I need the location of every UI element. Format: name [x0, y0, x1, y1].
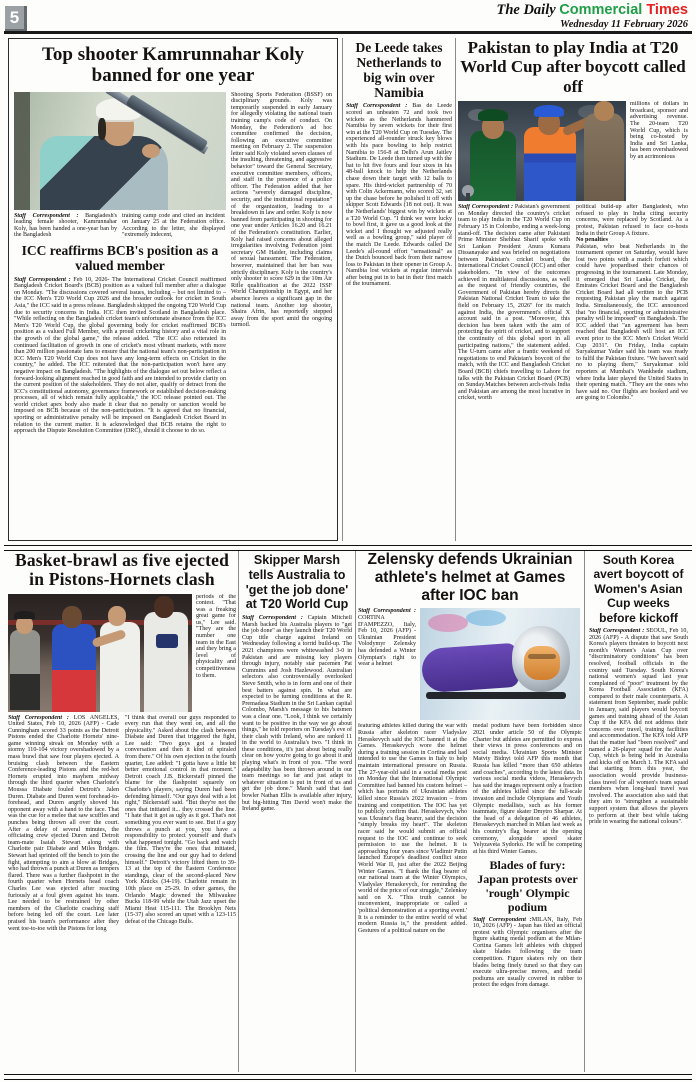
- shooter-hand: [142, 144, 160, 158]
- korea-headline: South Korea avert boycott of Women's Asian Cup weeks before kickoff: [593, 553, 684, 625]
- korea-byline: Staff Correspondent :: [589, 627, 645, 634]
- referee-face: [594, 101, 614, 121]
- shooter-photo: [14, 92, 226, 210]
- blades-body-text: MILAN, Italy, Feb 10, 2026 (AFP) - Japan has filed an official protest with Olympic organisers after the figure skating medal podium at the Milan-Cortina Games left athletes with chipped skate blades following the team competition. Figure skaters rely on their blades being finely tuned so that they can execute ultra-precise moves, and medal podiums are usually covered in rubber to protect the edges from damage.: [473, 916, 582, 989]
- cricket-toss-photo: [458, 101, 626, 201]
- korea-body: [589, 628, 688, 1078]
- deleede-byline: Staff Correspondent :: [346, 103, 408, 110]
- page-bottom-rule: [4, 1074, 692, 1080]
- page-number: 5: [5, 6, 27, 32]
- blades-byline: Staff Correspondent :: [473, 916, 532, 923]
- article-nba: [8, 551, 236, 1072]
- masthead-title: [496, 3, 688, 18]
- masthead-times: Times: [642, 2, 688, 18]
- deleede-headline: De Leede takes Netherlands to big win over Namibia: [355, 40, 443, 101]
- nba-col1-text: LOS ANGELES, United States, Feb 10, 2026 (AFP) - Cade Cunningham scored 33 points as the Detroit Pistons ended the Charlotte Hornets' nine-game winning streak on Monday with a stormy 110-104 victory overshadowed by a mass brawl that saw four players ejected. A bruising clash between the Eastern Conference-leading Pistons and the red-hot Hornets erupted into mayhem midway through the third quarter when Charlotte's Moussa Diabate fouled Detroit's Jalen Duren. Diabate and Duren went forehead-to-forehead, and Duren angrily shoved his opponent away with a hand to the face. That was the cue for a melee that saw scuffles and punches being thrown all over the court. After a delay of several minutes, the officiating crew ejected Duren and Detroit team-mate Isaiah Stewart along with Charlotte pair Diabate and Miles Bridges. Stewart had sprinted off the bench to join the fight, attempting to aim a blow at Bridges, who had thrown a punch at Duren as tempers flared. There was a further flashpoint in the fourth quarter when Hornets head coach Charles Lee was ejected after reacting furiously at a foul given against his team. Lee needed to be restrained by other members of the Charlotte coaching staff before being led off the court. Lee later praised his team's performance after they went toe-to-toe with the Pistons for long: [8, 714, 119, 932]
- pakistan-headline: Pakistan to play India at T20 World Cup after boycott called off: [460, 38, 686, 96]
- article-deleede: [342, 38, 456, 541]
- skeleton-helmet-photo: [420, 608, 580, 720]
- deleede-body-text: Bas de Leede scored an unbeaten 72 and took two wickets as the Netherlands hammered Namibia by seven wickets for their first win at the T20 World Cup on Tuesday. The experienced all-rounder struck key blows with his pace bowling to help restrict Namibia to 156-8 at Delhi's Arun Jaitley Stadium. De Leede then turned up with the bat to hit five fours and four sixes in his 48-ball knock to help the Netherlands chase down their target with 12 balls to spare. His third-wicket partnership of 70 with Colin Ackermann, who scored 32, set up the chase before he polished it off with skipper Scott Edwards (18 not out). It was the Netherlands' biggest win by wickets at a T20 World Cup. "I think we were lucky to bowl first, it gave us a good look at the wicket and I thought we adjusted really well as a bowling group," said player of the match De Leede. Edwards called De Leede's all-round effort "sensational" as the Dutch bounced back from their narrow loss to Pakistan in their opener in Group A. Namibia lost wickets at regular intervals after being put in to bat in their first match of the tournament.: [346, 103, 452, 288]
- pakistan-col1: [458, 204, 570, 562]
- icc-body-text: Feb 10, 2026- The International Cricket Council reaffirmed Bangladesh Cricket Board's (BCB) position as a valued full member after a dialogue on Monday. "The discussions covered several issues, including – but not limited to – the ICC Men's T20 World Cup 2026 and the broader outlook for cricket in South Asia," the ICC said in a press release. Bangladesh skipped the ongoing T20 World Cup due to security concerns in India. ICC then invited Scotland in Bangladesh place. "While reflecting on the Bangladesh cricket team's unfortunate absence from the ICC Men's T20 World Cup, the global governing body for cricket reaffirmed BCB's position as a valued Full Member, with a proud cricketing history and a vital role in the growth of the global game," the release added. "The ICC also reiterated its continued facilitation of growth in one of cricket's most vibrant markets, with more than 200 million passionate fans to ensure that the national team's non-participation in ICC Men's T20 World Cup does not have any long-term effects on Cricket in the country," he added. The ICC reiterated that the non-participation won't have any negative impact on Bangladesh. "The highlights of the dialogue set out below reflect a forward-looking alignment reached in good faith and are intended to provide clarity on the current position of the stakeholders. They do not alter, qualify or detract from the ICC's constitutional autonomy, governance framework or established decision-making processes, all of which remain fully applicable," the ICC release pointed out. The world cricket apex body also made it clear that no penalty or sanction would be imposed on BCB because of the non-participation. "It is agreed that no financial, sporting or administrative penalty will be imposed on Bangladesh Cricket Board in relation to the current matter. It is acknowledged that BCB retains the right to approach the Dispute Resolution Committee (DRC), should it choose to do so.: [14, 276, 226, 435]
- marsh-headline: Skipper Marsh tells Australia to 'get the job done' at T20 World Cup: [245, 553, 349, 612]
- top-section: [8, 38, 688, 543]
- blades-headline: Blades of fury: Japan protests over 'rough' Olympic podium: [477, 858, 578, 914]
- article-koly: [8, 38, 338, 541]
- pistons-player-face: [62, 606, 82, 628]
- page-header: [0, 0, 696, 34]
- cortina-branding-pink: [428, 614, 468, 632]
- pakistan-cap: [478, 109, 508, 121]
- icc-byline: Staff Correspondent :: [14, 276, 71, 283]
- pakistan-col2-text-b: Pakistan, who beat Netherlands in the tournament opener on Saturday, would have lost two points with a match forfeit which could have jeopardised their chances of progressing in the tournament. Late Monday, it emerged that Sri Lanka Cricket, the Emirates Cricket Board and the Bangladesh Cricket Board had all written to the PCB requesting Pakistan play the match against India. Simultaneously, the ICC announced that "no financial, sporting or administrative penalty will be imposed" on Bangladesh. The ICC added that "an agreement has been reached that Bangladesh will host an ICC event prior to the ICC Men's Cricket World Cup 2031". On Friday, India captain Suryakumar Yadav said his team was ready to fulfil the Pakistan fixture. "We haven't said no to playing them," Suryakumar told reporters at Mumbai's Wankhede stadium, where India later played the United States in their opening match. "They are the ones who have said no. Our flights are booked and we are going to Colombo.": [576, 243, 688, 402]
- wolves-player-1-face: [108, 606, 126, 626]
- zelensky-col2: [473, 723, 582, 1082]
- koly-lead-right: training camp code and cited an incident on January 25 at the Federation office. According to the letter, she displayed "extremely indecent,: [122, 212, 225, 239]
- nba-headline: Basket-brawl as five ejected in Pistons-Hornets clash: [14, 550, 230, 590]
- icc-body: [14, 277, 226, 529]
- pakistan-col1-text: Pakistan's government on Monday directed the country's cricket team to play India in the T20 World Cup on February 15 in Colombo, ending a week-long stand-off. The decision came after Pakistani Prime Minister Shehbaz Sharif spoke with Sri Lankan President Anura Kumara Dissanayake and was briefed on negotiations between Pakistan's cricket board, the International Cricket Council (ICC) and other stakeholders. "In view of the outcomes achieved in multilateral discussions, as well as the request of friendly countries, the Government of Pakistan hereby directs the Pakistan National Cricket Team to take the field on February 15, 2026" for its match against India, the government's official X account said in a post. "Moreover, this decision has been taken with the aim of protecting the spirit of cricket, and to support the continuity of this global sport in all participating nations," the statement added. The U-turn came after a frantic weekend of negotiations to end Pakistan's boycott of the match, with the ICC and Bangladesh Cricket Board (BCB) chiefs travelling to Lahore for talks with the Pakistan Cricket Board (PCB) on Sunday.Matches between arch-rivals India and Pakistan are among the most lucrative in cricket, worth: [458, 204, 570, 402]
- article-korea: [584, 551, 688, 1072]
- match-referee: [584, 113, 624, 201]
- zelensky-side-column: [358, 608, 416, 720]
- pakistan-narrow-column: millions of dollars in broadcast, sponsor and advertising revenue. The 20-team T20 World Cup, which is being co-hosted by India and Sri Lanka, has been overshadowed by an acrimonious: [630, 101, 688, 160]
- masthead-commercial: Commercial: [559, 2, 643, 18]
- nba-byline: Staff Correspondent :: [8, 714, 69, 721]
- masthead-the-daily: The Daily: [496, 2, 560, 18]
- zelensky-headline: Zelensky defends Ukrainian athlete's helmet at Games after IOC ban: [367, 551, 573, 604]
- referee-cap: [14, 611, 35, 619]
- bottom-section: [8, 551, 688, 1072]
- pistons-player: [52, 624, 96, 712]
- microphone-stick: [466, 193, 470, 201]
- referee-figure: [10, 630, 40, 710]
- wolves-player-2-face: [154, 596, 174, 618]
- visor-reflection: [528, 654, 556, 659]
- nba-col2: "I think that overall our guys responded to every run that they went on, and all the physicality." Asked about the clash between Diabate and Duren that triggered the fight, Lee said: "Two guys got a heated conversation and then it kind of spiraled from there." Of his own ejection in the fourth quarter, Lee added: "I gotta have a little bit better emotional control in that moment." Detroit coach J.B. Bickerstaff pinned the blame for the flashpoint squarely on Charlotte's players, saying Duren had been defending himself. "Our guys deal with a lot right," Bickerstaff said. "But they're not the ones that initiated it... they crossed the line. "I hate that it got as ugly as it got. That's not something you ever want to see. But if a guy throws a punch at you, you have a responsibility to protect yourself and that's what happened tonight. "Go back and watch the film. They're the ones that initiated, crossing the line and our guy had to defend himself." Detroit's victory lifted them to 39-13 at the top of the Eastern Conference standings, clear of the second-placed New York Knicks (34-19). Charlotte remain in 10th place on 25-29. In other games, the Orlando Magic downed the Milwaukee Bucks 118-99 while the Utah Jazz upset the Miami Heat 115-111. The Brooklyn Nets (15-37) also scored an upset with a 123-115 defeat of the Chicago Bulls.: [125, 714, 236, 925]
- cortina-branding-blue: [466, 610, 506, 626]
- pakistan-subhead: No penalties: [576, 237, 608, 244]
- koly-lead-left: [14, 213, 117, 239]
- article-pakistan: [458, 38, 688, 541]
- article-marsh: [238, 551, 356, 1072]
- zelensky-byline: Staff Correspondent :: [358, 608, 416, 615]
- koly-headline: Top shooter Kamrunnahar Koly banned for one year: [41, 44, 304, 87]
- nba-brawl-photo: [8, 594, 192, 712]
- jersey-number-patch: [156, 634, 178, 648]
- pakistan-col2-text-a: political build-up after Bangladesh, who refused to play in India citing security concerns, were replaced by Scotland. As a protest, Pakistan refused to face co-hosts India in their Group A fixture.: [576, 204, 688, 237]
- header-rule: [4, 31, 692, 34]
- pakistan-byline: Staff Correspondent :: [458, 204, 514, 211]
- india-cap: [534, 105, 564, 117]
- koly-lead-left-text: Bangladesh's leading female shooter, Kamrunnahar Koly, has been handed a one-year ban by the Bangladesh: [14, 212, 117, 239]
- marsh-body-text: Captain Mitchell Marsh backed his Australia players to "get the job done" as they launch their T20 World Cup title charge against Ireland on Wednesday following a torrid build-up. The 2021 champions were whitewashed 3-0 in Pakistan and are missing key players through injury, notably star pacemen Pat Cummins and Josh Hazlewood. Australian selectors also controversially overlooked Steve Smith, who is in form and one of their best batters against spin. In what are expected to be turning conditions at the R. Premadasa Stadium in the Sri Lankan capital Colombo, Marsh's message to his batsmen was a clear one. "Look, I think we certainly want to be positive in the way we go about things," he told reporters on Tuesday's eve of their clash with Ireland, who are ranked 11 in the world to Australia's two. "I think in these conditions, it's just about being really clear on how you're going to go about it and playing what's in front of you. "The word adaptability has been thrown around in our team meetings so far and just adapt to whatever situation is put in front of us and get the job done." Marsh said that fast bowler Nathan Ellis is available after injury, but big-hitting Tim David won't make the Ireland game.: [242, 615, 352, 813]
- nba-col1: [8, 715, 119, 1073]
- issue-date: Wednesday 11 February 2026: [560, 19, 688, 31]
- sled-runner: [426, 692, 566, 699]
- koly-byline: Staff Correspondent :: [14, 212, 79, 219]
- masthead: [496, 3, 688, 30]
- zelensky-col1: featuring athletes killed during the war with Russia after skeleton racer Vladyslav Heraskevych said the IOC banned it at the Games. Heraskevych wore the helmet during a training session in Cortina and had intended to use the Games in Italy to help maintain international pressure on Russia. The 27-year-old said in a social media post on Monday that the International Olympic Committee had banned his custom helmet – which has portraits of Ukrainian athletes killed since Russia's 2022 invasion – from training and competition. The IOC has yet to publicly confirm that. Heraskevych, who was Ukraine's flag bearer, said the decision "simply breaks my heart". The skeleton racer said he would submit an official request to the IOC and continue to seek permission to use the helmet. It is approaching four years since Vladimir Putin launched Europe's deadliest conflict since World War II, just after the 2022 Beijing Winter Games. "I thank the flag bearer of our national team at the Winter Olympics, Vladyslav Heraskevych, for reminding the world of the price of our struggle," Zelenksy said on X. "This truth cannot be inconvenient, inappropriate or called a 'political demonstration at a sporting event.' It is a reminder to the entire world of what modern Russia is," the president added. Gestures of a political nature on the: [358, 723, 467, 934]
- korea-body-text: SEOUL, Feb 10, 2026 (AFP) - A dispute that saw South Korea's players threaten to boycott next month's Women's Asian Cup over "discriminatory conditions" has been resolved, football officials in the country said Tuesday. South Korea's national women's squad last year complained of "poor" treatment by the Korea Football Association (KFA) compared to their male counterparts. A statement from September, made public in January, said players would boycott games and training ahead of the Asian Cup if the KFA did not address their concerns over travel, training facilities and accommodation. The KFA told AFP that the matter had "been resolved" and named a 26-player squad for the Asian Cup, which is being held in Australia and kicks off on March 1. The KFA said that starting from this year, the association would provide business-class travel for all women's team squad members when long-haul travel was involved. The association also said that they aim to "strengthen a sustainable support system that allows the players to perform at their best while taking pride in wearing the national colours".: [589, 627, 688, 826]
- nba-side-column: periods of the contest. "That was a freaking great game for us," Lee said. "They are the number one team in the East and they bring a level of physicality and competitiveness to them.: [196, 593, 236, 679]
- zelensky-side-text: CORTINA D'AMPEZZO, Italy, Feb 10, 2026 (AFP) - Ukrainian President Volodymyr Zelensky has defended a Winter Olympian's right to wear a helmet: [358, 615, 416, 668]
- athlete-purple-suit: [421, 643, 520, 694]
- koly-side-column: Shooting Sports Federation (BSSF) on disciplinary grounds. Koly was temporarily suspended in early January for allegedly violating the national team training camp's code of conduct. On Monday, the Federation's ad hoc committee confirmed the decision, following an executive committee meeting on February 2. The suspension letter said Koly violated seven clauses of the insulting, threatening, and aggressive behavior" toward the General Secretary, executive committee members, officers, and staff in the presence of a police officer. The Federation added that her actions "severely damaged discipline, security, and the institutional reputation" of the organization, leading to a breakdown in law and order. Koly is now banned from participating in shooting for one year under Articles 16.20 and 16.21 of the Federation's constitution. Earlier, Koly had raised concerns about alleged irregularities involving Federation joint secretary GM Haider, including claims of sexual harassment. The Federation, however, maintained that her ban was strictly disciplinary. Koly is the country's only shooter to score 629 in the 10m Air Rifle qualification at the 2022 ISSF World Championship in Egypt, and her absence leaves a significant gap in the national team. Another top shooter, Shaira Afrin, has reportedly stepped away from the sport amid the ongoing turmoil.: [231, 91, 332, 329]
- marsh-byline: Staff Correspondent :: [242, 615, 303, 621]
- shooter-photo-shape: [14, 92, 30, 210]
- pakistan-player: [470, 131, 516, 201]
- icc-headline: ICC reaffirms BCB's position as a valued member: [21, 242, 219, 273]
- wolves-player-2: [144, 612, 188, 712]
- marsh-body: [242, 615, 352, 1063]
- zelensky-col2-text: medal podium have been forbidden since 2021 under article 50 of the Olympic Charter but athletes are permitted to express their views in press conferences and on social media. Ukrainian Sports Minister Matviy Bidnyi told AFP this month that Russia has killed "more than 650 athletes and coaches", according to the latest data. In various social media videos, Heraskevych has said the images represent only a fraction of the athletes killed since the full-scale invasion and include Olympians and Youth Olympic medallists, such as his former teammate, figure skater Dmytro Sharpar. At the head of a delegation of 46 athletes, Heraskevych marched in Milan last week as his country's flag bearer at the opening ceremony, alongside speed skater Yelyzaveta Sydorko. He will be competing at his third Winter Games.: [473, 723, 582, 855]
- india-player: [524, 127, 576, 201]
- article-zelensky: [358, 551, 582, 1072]
- deleede-body: [346, 103, 452, 541]
- shooter-hair: [98, 118, 106, 140]
- blades-body: [473, 917, 582, 990]
- orange-visor: [524, 646, 560, 680]
- pakistan-col2: [576, 204, 688, 562]
